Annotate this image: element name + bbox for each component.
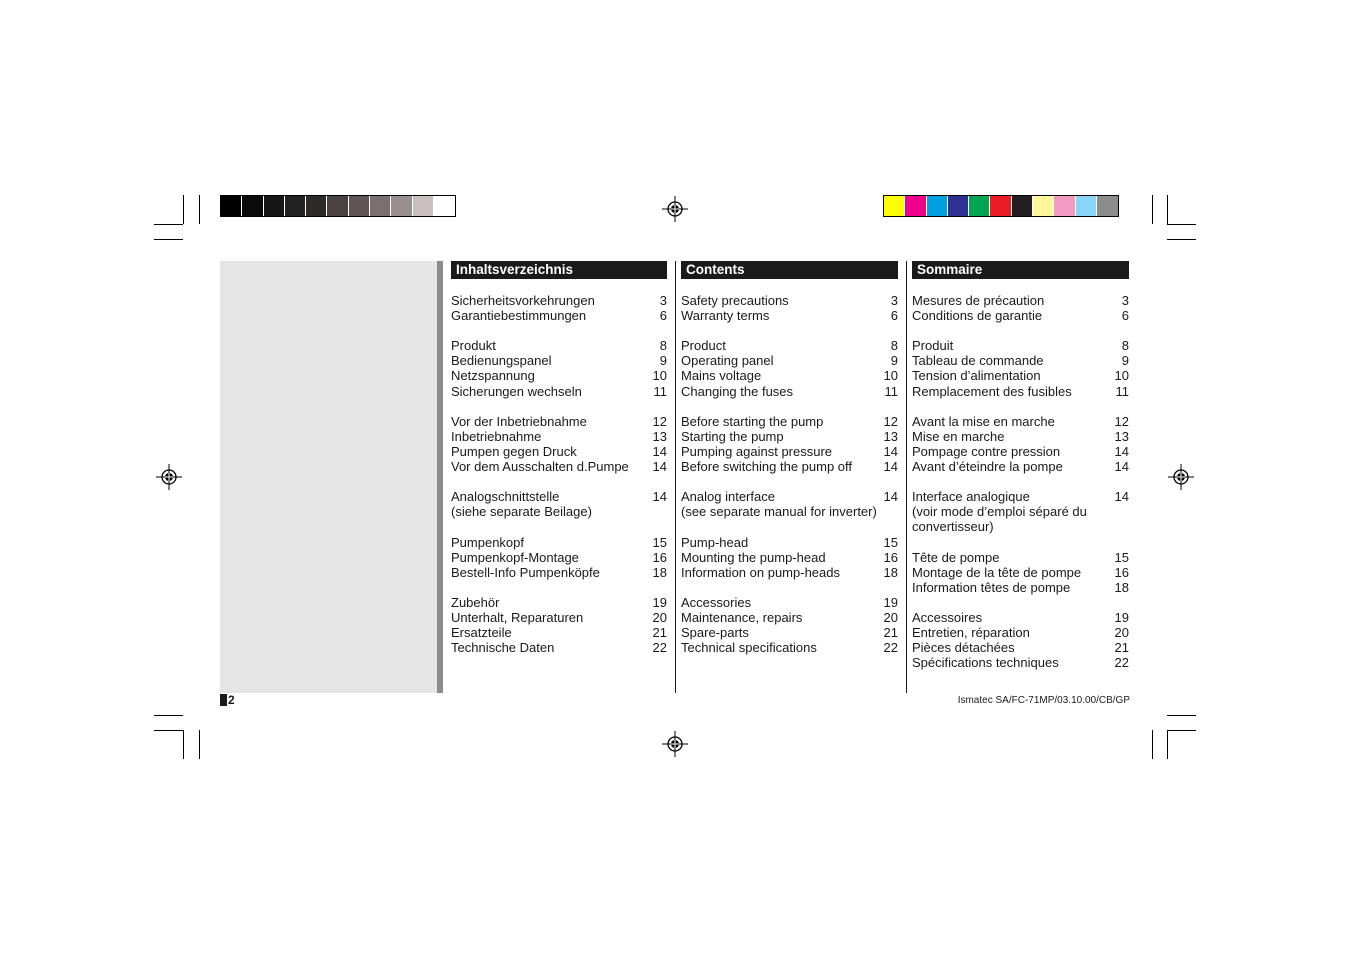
registration-target-icon — [1168, 464, 1194, 490]
toc-entry-title: Mains voltage — [681, 368, 762, 384]
grayscale-swatch — [370, 196, 391, 216]
toc-entry-page: 3 — [890, 293, 898, 308]
toc-entry-page: 20 — [883, 609, 898, 625]
toc-entry-title: Vor der Inbetriebnahme — [451, 413, 587, 429]
toc-entry[interactable] — [681, 535, 898, 550]
toc-entry-page: 9 — [1121, 353, 1129, 369]
toc-entry-page: 13 — [1114, 428, 1129, 444]
toc-entry-page: 16 — [883, 549, 898, 565]
toc-entry[interactable] — [681, 353, 898, 368]
toc-group-spacer — [681, 519, 898, 534]
crop-mark — [1167, 730, 1168, 759]
toc-entry-title: Pompage contre pression — [912, 443, 1061, 459]
toc-entry-title: Produkt — [451, 338, 496, 354]
crop-mark — [1152, 195, 1153, 224]
toc-entry-title: Avant la mise en marche — [912, 413, 1055, 429]
toc-entry-page: 16 — [652, 549, 667, 565]
toc-entry-title: Changing the fuses — [681, 383, 794, 399]
grayscale-swatch — [413, 196, 434, 216]
toc-entry-page: 22 — [652, 640, 667, 656]
toc-entry-page: 9 — [659, 353, 667, 369]
toc-entry-page: 8 — [1121, 338, 1129, 354]
toc-entry[interactable] — [912, 293, 1129, 308]
crop-mark — [154, 224, 183, 225]
toc-entry[interactable] — [681, 368, 898, 383]
toc-entry-title: Garantiebestimmungen — [451, 308, 587, 324]
crop-mark — [1167, 730, 1196, 731]
toc-entry-page: 11 — [884, 383, 898, 399]
process-color-swatch — [884, 196, 905, 216]
toc-entry-page: 18 — [652, 564, 667, 580]
toc-entry-title: Analog interface — [681, 489, 775, 505]
toc-entry-title: Tableau de commande — [912, 353, 1044, 369]
toc-group-spacer — [451, 399, 667, 414]
registration-target-icon — [662, 731, 688, 757]
toc-entry[interactable] — [451, 625, 667, 640]
toc-entry[interactable] — [451, 293, 667, 308]
toc-entry-page: 15 — [1114, 549, 1129, 565]
toc-entry-title: Warranty terms — [681, 308, 770, 324]
grayscale-swatch — [242, 196, 263, 216]
toc-entry-page: 18 — [1114, 579, 1129, 595]
toc-entry-page: 12 — [652, 413, 667, 429]
toc-entry-page: 6 — [890, 308, 898, 324]
toc-entry-title: Mounting the pump-head — [681, 549, 826, 565]
toc-entry-page: 14 — [1114, 489, 1129, 505]
toc-group-spacer — [681, 399, 898, 414]
toc-entry[interactable] — [912, 504, 1129, 519]
toc-entry-page: 14 — [1114, 443, 1129, 459]
toc-entry[interactable] — [451, 368, 667, 383]
toc-entry-page: 10 — [1114, 368, 1129, 384]
toc-entry[interactable] — [451, 595, 667, 610]
page-number — [220, 693, 235, 707]
toc-entry-title: Pumpenkopf-Montage — [451, 549, 579, 565]
toc-entry-page: 19 — [883, 594, 898, 610]
toc-entry[interactable] — [912, 655, 1129, 670]
toc-entry-title: Remplacement des fusibles — [912, 383, 1072, 399]
toc-entry[interactable] — [451, 353, 667, 368]
crop-mark — [183, 195, 184, 224]
grayscale-color-bar — [220, 195, 456, 217]
toc-entry-title: Pumpenkopf — [451, 534, 524, 550]
toc-entry-page: 13 — [652, 428, 667, 444]
toc-entry-page: 21 — [652, 625, 667, 641]
toc-entry-title: Sicherheitsvorkehrungen — [451, 293, 595, 308]
grayscale-swatch — [285, 196, 306, 216]
grayscale-swatch — [264, 196, 285, 216]
toc-heading: Sommaire — [912, 261, 1129, 279]
toc-entry-title: Pump-head — [681, 534, 749, 550]
crop-mark — [154, 239, 183, 240]
toc-entry[interactable] — [451, 504, 667, 519]
toc-column-english — [681, 261, 898, 655]
toc-entry-page: 14 — [652, 489, 667, 505]
toc-entry-page: 16 — [1114, 564, 1129, 580]
toc-entry[interactable] — [912, 625, 1129, 640]
toc-entry-title: Montage de la tête de pompe — [912, 564, 1082, 580]
crop-mark — [1152, 730, 1153, 759]
toc-entry-title: Bedienungspanel — [451, 353, 552, 369]
toc-entry-title: Avant d’éteindre la pompe — [912, 459, 1063, 475]
toc-entry-title: Information on pump-heads — [681, 564, 840, 580]
toc-entry-page: 14 — [883, 459, 898, 475]
toc-entry[interactable] — [681, 625, 898, 640]
toc-entry-title: Produit — [912, 338, 954, 354]
toc-entry-page: 6 — [1121, 308, 1129, 324]
toc-entry-page: 14 — [883, 489, 898, 505]
toc-entry-title: Pumpen gegen Druck — [451, 443, 577, 459]
toc-entry-title: Vor dem Ausschalten d.Pumpe — [451, 459, 629, 475]
toc-entry-page: 14 — [883, 443, 898, 459]
toc-entry[interactable] — [681, 293, 898, 308]
toc-entry-page: 6 — [659, 308, 667, 324]
toc-entry-page: 14 — [652, 459, 667, 475]
side-panel-edge — [437, 261, 443, 693]
registration-target-icon — [662, 196, 688, 222]
toc-entry-page: 10 — [883, 368, 898, 384]
page-marker-block — [220, 694, 227, 706]
crop-mark — [154, 730, 183, 731]
toc-entry-title: Operating panel — [681, 353, 774, 369]
toc-entry-page: 12 — [1114, 413, 1129, 429]
toc-entry-page: 8 — [890, 338, 898, 354]
footer-code: Ismatec SA/FC-71MP/03.10.00/CB/GP — [957, 695, 1130, 706]
process-color-swatch — [905, 196, 926, 216]
toc-entry[interactable] — [681, 459, 898, 474]
toc-group-spacer — [912, 323, 1129, 338]
toc-entry-title: Mesures de précaution — [912, 293, 1045, 308]
toc-entry-page: 21 — [1114, 640, 1129, 656]
toc-entry-title: (see separate manual for inverter) — [681, 504, 877, 520]
toc-entry[interactable] — [912, 519, 1129, 534]
side-panel — [220, 261, 437, 693]
toc-entry[interactable] — [912, 353, 1129, 368]
toc-entry[interactable] — [451, 414, 667, 429]
column-divider — [906, 261, 907, 693]
toc-entry-page: 12 — [883, 413, 898, 429]
toc-group-spacer — [451, 519, 667, 534]
toc-group-spacer — [912, 535, 1129, 550]
toc-group-spacer — [912, 595, 1129, 610]
toc-entry-page: 21 — [883, 625, 898, 641]
grayscale-swatch — [349, 196, 370, 216]
process-color-swatch — [1033, 196, 1054, 216]
toc-entry-page: 3 — [1121, 293, 1129, 308]
toc-entry-title: Starting the pump — [681, 428, 784, 444]
toc-column-german — [451, 261, 667, 655]
toc-entry-title: Bestell-Info Pumpenköpfe — [451, 564, 600, 580]
toc-entry-title: Technische Daten — [451, 640, 555, 656]
toc-entry-title: Spare-parts — [681, 625, 749, 641]
process-color-swatch — [1097, 196, 1118, 216]
toc-entry-page — [647, 504, 667, 519]
toc-entry-title: Technical specifications — [681, 640, 817, 656]
toc-entry[interactable] — [451, 640, 667, 655]
toc-column-french — [912, 261, 1129, 670]
toc-entry[interactable] — [681, 489, 898, 504]
toc-entry-title: Tête de pompe — [912, 549, 1000, 565]
toc-entry[interactable] — [451, 429, 667, 444]
toc-entry-title: Interface analogique — [912, 489, 1030, 505]
toc-group-spacer — [451, 580, 667, 595]
toc-entry[interactable] — [681, 308, 898, 323]
toc-entry[interactable] — [681, 595, 898, 610]
crop-mark — [183, 730, 184, 759]
toc-entry[interactable] — [681, 610, 898, 625]
toc-group-spacer — [912, 399, 1129, 414]
toc-group-spacer — [451, 474, 667, 489]
toc-entry-title: Accessoires — [912, 609, 983, 625]
toc-entry[interactable] — [912, 384, 1129, 399]
process-color-swatch — [927, 196, 948, 216]
toc-entry-title: Product — [681, 338, 726, 354]
toc-group-spacer — [681, 474, 898, 489]
toc-entry-page: 15 — [883, 534, 898, 550]
grayscale-swatch — [391, 196, 412, 216]
process-color-swatch — [1012, 196, 1033, 216]
toc-entry-page: 19 — [652, 594, 667, 610]
process-color-swatch — [1054, 196, 1075, 216]
toc-entry[interactable] — [681, 429, 898, 444]
toc-entry[interactable] — [451, 338, 667, 353]
toc-entry[interactable] — [681, 504, 898, 519]
toc-entry-title: Conditions de garantie — [912, 308, 1043, 324]
registration-target-icon — [156, 464, 182, 490]
toc-entry-page: 20 — [652, 609, 667, 625]
toc-entry[interactable] — [912, 640, 1129, 655]
toc-entry[interactable] — [912, 414, 1129, 429]
toc-entry[interactable] — [912, 550, 1129, 565]
toc-entry-title: Accessories — [681, 594, 752, 610]
toc-entry[interactable] — [912, 368, 1129, 383]
toc-entry-title: Mise en marche — [912, 428, 1005, 444]
toc-entry-title: Pièces détachées — [912, 640, 1015, 656]
toc-entry-title: Entretien, réparation — [912, 625, 1030, 641]
toc-entry[interactable] — [912, 338, 1129, 353]
toc-entry-title: (siehe separate Beilage) — [451, 504, 592, 520]
process-color-bar — [883, 195, 1119, 217]
toc-entry[interactable] — [681, 338, 898, 353]
crop-mark — [1167, 239, 1196, 240]
toc-entry-page: 15 — [652, 534, 667, 550]
page-number-text: 2 — [228, 693, 235, 707]
toc-entry-title: Netzspannung — [451, 368, 535, 384]
toc-entry-page — [878, 504, 898, 519]
toc-entry[interactable] — [912, 459, 1129, 474]
toc-entry-page — [1109, 504, 1129, 519]
toc-entry-page — [1109, 519, 1129, 534]
toc-entry-page: 9 — [890, 353, 898, 369]
toc-entry-page: 14 — [652, 443, 667, 459]
process-color-swatch — [969, 196, 990, 216]
crop-mark — [154, 715, 183, 716]
toc-entry[interactable] — [912, 610, 1129, 625]
toc-entry-page: 19 — [1114, 609, 1129, 625]
crop-mark — [199, 730, 200, 759]
toc-entry[interactable] — [451, 384, 667, 399]
column-divider — [675, 261, 676, 693]
toc-entry-title: convertisseur) — [912, 519, 994, 535]
process-color-swatch — [1076, 196, 1097, 216]
crop-mark — [1167, 224, 1196, 225]
toc-entry[interactable] — [912, 489, 1129, 504]
toc-group-spacer — [451, 323, 667, 338]
crop-mark — [1167, 715, 1196, 716]
toc-entry-page: 18 — [883, 564, 898, 580]
toc-entry[interactable] — [681, 550, 898, 565]
toc-entry-title: Spécifications techniques — [912, 655, 1059, 671]
toc-entry-page: 11 — [1115, 383, 1129, 399]
toc-entry[interactable] — [451, 459, 667, 474]
toc-entry[interactable] — [451, 565, 667, 580]
toc-entry-title: Ersatzteile — [451, 625, 512, 641]
toc-entry-page: 11 — [653, 383, 667, 399]
crop-mark — [1167, 195, 1168, 224]
toc-entry[interactable] — [912, 429, 1129, 444]
toc-entry[interactable] — [681, 444, 898, 459]
toc-entry-title: Zubehör — [451, 594, 500, 610]
process-color-swatch — [948, 196, 969, 216]
toc-entry-page: 8 — [659, 338, 667, 354]
toc-entry-page: 20 — [1114, 625, 1129, 641]
toc-entry-page: 14 — [1114, 459, 1129, 475]
toc-entry[interactable] — [451, 610, 667, 625]
toc-entry[interactable] — [451, 444, 667, 459]
toc-entry[interactable] — [681, 414, 898, 429]
toc-entry[interactable] — [681, 640, 898, 655]
toc-entry-title: Before switching the pump off — [681, 459, 853, 475]
toc-entry-title: Tension d’alimentation — [912, 368, 1041, 384]
toc-entry[interactable] — [912, 580, 1129, 595]
toc-entry-title: Before starting the pump — [681, 413, 824, 429]
toc-entry-title: (voir mode d’emploi séparé du — [912, 504, 1087, 520]
toc-entry[interactable] — [451, 550, 667, 565]
toc-entry[interactable] — [451, 308, 667, 323]
toc-entry-title: Analogschnittstelle — [451, 489, 560, 505]
toc-entry-title: Information têtes de pompe — [912, 579, 1071, 595]
toc-entry-page: 13 — [883, 428, 898, 444]
toc-entry[interactable] — [681, 565, 898, 580]
toc-group-spacer — [681, 323, 898, 338]
toc-entry-title: Inbetriebnahme — [451, 428, 542, 444]
toc-entry-title: Sicherungen wechseln — [451, 383, 582, 399]
toc-entry[interactable] — [681, 384, 898, 399]
toc-entry-page: 10 — [652, 368, 667, 384]
grayscale-swatch — [434, 196, 455, 216]
toc-entry[interactable] — [912, 565, 1129, 580]
toc-entry[interactable] — [451, 489, 667, 504]
toc-group-spacer — [681, 580, 898, 595]
toc-entry-page: 22 — [883, 640, 898, 656]
toc-entry-page: 3 — [659, 293, 667, 308]
grayscale-swatch — [306, 196, 327, 216]
toc-group-spacer — [912, 474, 1129, 489]
process-color-swatch — [990, 196, 1011, 216]
grayscale-swatch — [327, 196, 348, 216]
toc-entry-title: Pumping against pressure — [681, 443, 833, 459]
grayscale-swatch — [221, 196, 242, 216]
toc-entry[interactable] — [912, 444, 1129, 459]
toc-entry-title: Unterhalt, Reparaturen — [451, 609, 584, 625]
toc-entry-title: Maintenance, repairs — [681, 609, 803, 625]
crop-mark — [199, 195, 200, 224]
toc-entry-page: 22 — [1114, 655, 1129, 671]
toc-heading: Inhaltsverzeichnis — [451, 261, 667, 279]
toc-heading: Contents — [681, 261, 898, 279]
toc-entry-title: Safety precautions — [681, 293, 789, 308]
toc-entry[interactable] — [912, 308, 1129, 323]
toc-entry[interactable] — [451, 535, 667, 550]
